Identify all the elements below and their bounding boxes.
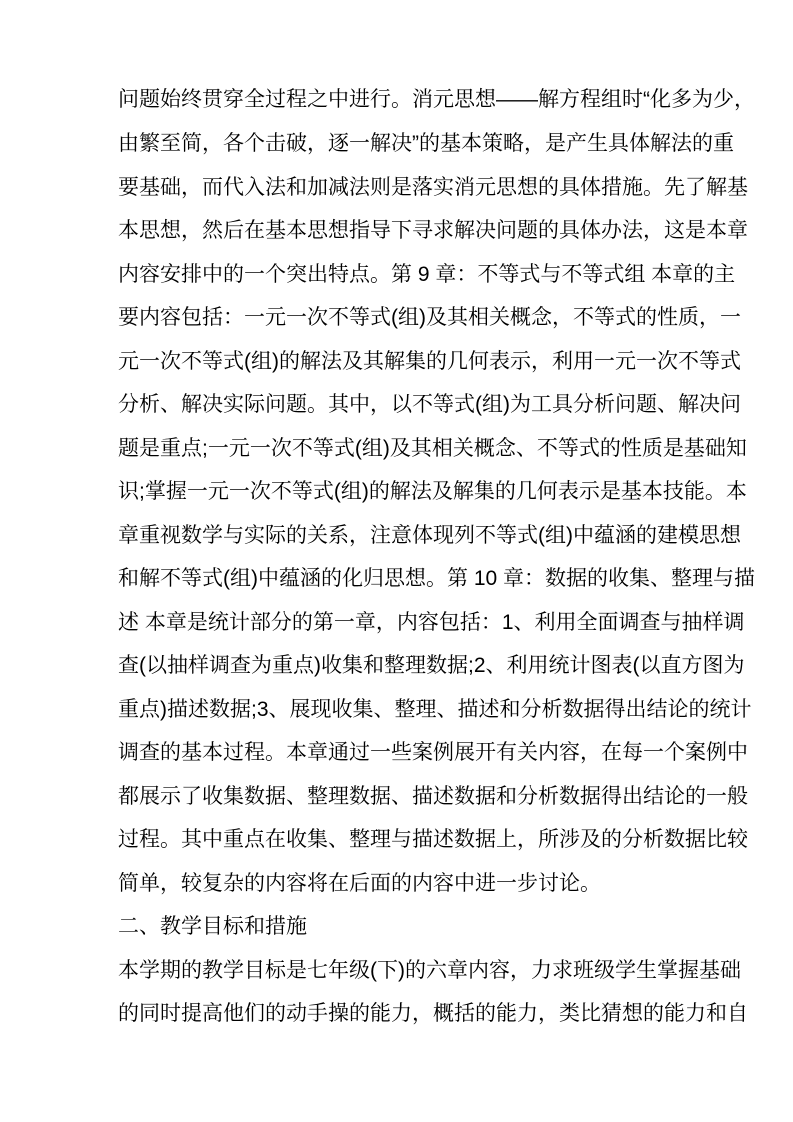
text-line: 题是重点;一元一次不等式(组)及其相关概念、不等式的性质是基础知 bbox=[118, 437, 747, 460]
text-line: 简单，较复杂的内容将在后面的内容中进一步讨论。 bbox=[118, 872, 601, 895]
text-line: 查(以抽样调查为重点)收集和整理数据;2、利用统计图表(以直方图为 bbox=[118, 654, 745, 677]
text-line: 述 本章是统计部分的第一章，内容包括：1、利用全面调查与抽样调 bbox=[118, 611, 745, 634]
text-line: 本思想，然后在基本思想指导下寻求解决问题的具体办法，这是本章 bbox=[118, 219, 748, 242]
text-line: 识;掌握一元一次不等式(组)的解法及解集的几何表示是基本技能。本 bbox=[118, 480, 747, 503]
text-line: 要基础，而代入法和加减法则是落实消元思想的具体措施。先了解基 bbox=[118, 176, 748, 199]
text-line: 要内容包括：一元一次不等式(组)及其相关概念，不等式的性质，一 bbox=[118, 306, 741, 329]
text-line: 本学期的教学目标是七年级(下)的六章内容，力求班级学生掌握基础 bbox=[118, 959, 741, 982]
text-line: 分析、解决实际问题。其中，以不等式(组)为工具分析问题、解决问 bbox=[118, 393, 741, 416]
text-line: 过程。其中重点在收集、整理与描述数据上，所涉及的分析数据比较 bbox=[118, 828, 748, 851]
text-line: 问题始终贯穿全过程之中进行。消元思想——解方程组时“化多为少， bbox=[118, 88, 755, 111]
text-line: 内容安排中的一个突出特点。第 9 章：不等式与不等式组 本章的主 bbox=[118, 263, 736, 286]
text-line: 重点)描述数据;3、展现收集、整理、描述和分析数据得出结论的统计 bbox=[118, 698, 752, 721]
text-line: 调查的基本过程。本章通过一些案例展开有关内容，在每一个案例中 bbox=[118, 741, 748, 764]
text-line: 都展示了收集数据、整理数据、描述数据和分析数据得出结论的一般 bbox=[118, 785, 748, 808]
text-line: 元一次不等式(组)的解法及其解集的几何表示，利用一元一次不等式 bbox=[118, 350, 741, 373]
section-heading: 二、教学目标和措施 bbox=[118, 915, 307, 938]
text-line: 的同时提高他们的动手操的能力，概括的能力，类比猜想的能力和自 bbox=[118, 1002, 748, 1025]
text-line: 和解不等式(组)中蕴涵的化归思想。第 10 章：数据的收集、整理与描 bbox=[118, 567, 756, 590]
text-line: 章重视数学与实际的关系，注意体现列不等式(组)中蕴涵的建模思想 bbox=[118, 524, 741, 547]
text-line: 由繁至简，各个击破，逐一解决”的基本策略，是产生具体解法的重 bbox=[118, 132, 734, 155]
